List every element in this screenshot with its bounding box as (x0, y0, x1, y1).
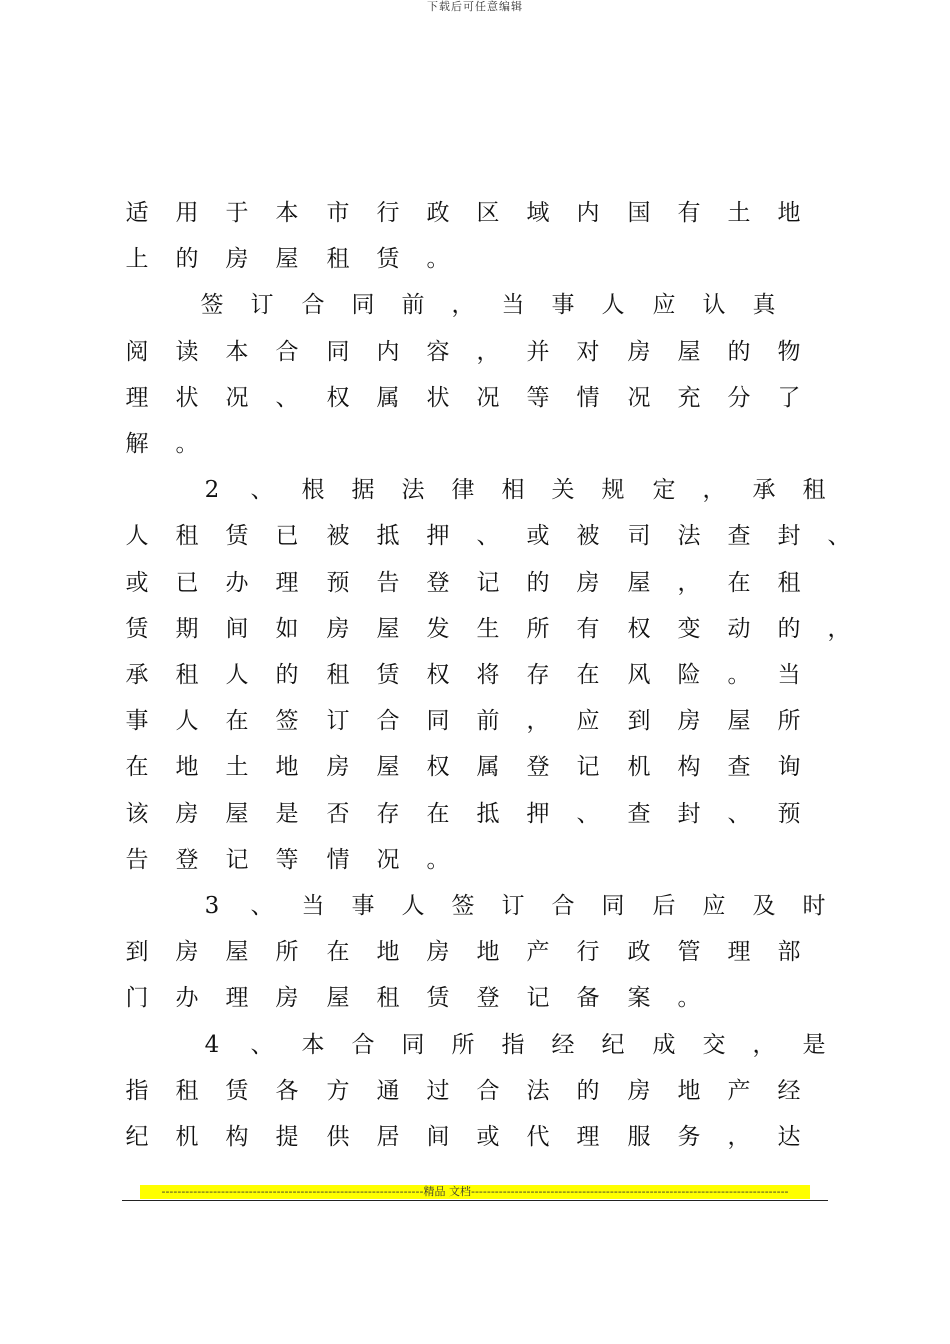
text-glyph: 合 (301, 292, 325, 318)
text-line (0, 1076, 950, 1106)
text-line (0, 614, 950, 644)
text-glyph: 被 (576, 523, 600, 549)
text-glyph: 预 (777, 801, 801, 827)
text-glyph: 本 (301, 1032, 325, 1058)
text-glyph: 生 (476, 616, 500, 642)
text-line (0, 1030, 950, 1060)
text-glyph: 的 (777, 616, 801, 642)
text-glyph: 地 (275, 754, 299, 780)
text-glyph: 居 (376, 1124, 400, 1150)
text-glyph: 法 (526, 1078, 550, 1104)
text-glyph: 登 (476, 985, 500, 1011)
text-glyph: 合 (551, 893, 575, 919)
text-glyph: 否 (326, 801, 350, 827)
text-glyph: 定 (652, 477, 676, 503)
text-glyph: 理 (125, 385, 149, 411)
text-line (0, 337, 950, 367)
text-glyph: 容 (426, 339, 450, 365)
text-glyph: 各 (275, 1078, 299, 1104)
text-glyph: 被 (326, 523, 350, 549)
text-glyph: 租 (326, 246, 350, 272)
text-glyph: 押 (426, 523, 450, 549)
text-glyph: 合 (376, 708, 400, 734)
text-glyph: 产 (727, 1078, 751, 1104)
text-glyph: 本 (225, 339, 249, 365)
text-glyph: 根 (301, 477, 325, 503)
text-glyph: 市 (326, 200, 350, 226)
text-glyph: 行 (376, 200, 400, 226)
text-glyph: 赁 (426, 985, 450, 1011)
text-glyph: 属 (376, 385, 400, 411)
text-glyph: 房 (576, 570, 600, 596)
text-glyph: 承 (125, 662, 149, 688)
text-glyph: 代 (526, 1124, 550, 1150)
text-glyph: 提 (275, 1124, 299, 1150)
text-glyph: 押 (526, 801, 550, 827)
text-glyph: 通 (376, 1078, 400, 1104)
text-glyph: 订 (326, 708, 350, 734)
text-glyph: 充 (677, 385, 701, 411)
text-glyph: 已 (275, 523, 299, 549)
text-glyph: 赁 (376, 246, 400, 272)
text-glyph: ， (451, 292, 475, 318)
text-glyph: 记 (576, 754, 600, 780)
text-glyph: 等 (275, 847, 299, 873)
text-glyph: 、 (275, 385, 299, 411)
text-glyph: 间 (225, 616, 249, 642)
text-glyph: 房 (627, 339, 651, 365)
text-glyph: 当 (777, 662, 801, 688)
text-glyph: 是 (275, 801, 299, 827)
text-glyph: 租 (175, 662, 199, 688)
text-glyph: 等 (526, 385, 550, 411)
text-glyph: 情 (326, 847, 350, 873)
text-glyph: 据 (351, 477, 375, 503)
text-glyph: 查 (627, 801, 651, 827)
text-glyph: 的 (576, 1078, 600, 1104)
text-glyph: 封 (777, 523, 801, 549)
text-glyph: 所 (275, 939, 299, 965)
text-glyph: 查 (727, 754, 751, 780)
text-glyph: 规 (601, 477, 625, 503)
text-glyph: ， (476, 339, 500, 365)
text-glyph: 在 (225, 708, 249, 734)
text-glyph: 存 (526, 662, 550, 688)
text-glyph: 机 (627, 754, 651, 780)
text-glyph: 司 (627, 523, 651, 549)
text-glyph: 地 (476, 939, 500, 965)
text-glyph: 于 (225, 200, 249, 226)
text-glyph: 事 (351, 893, 375, 919)
text-glyph: 务 (677, 1124, 701, 1150)
text-glyph: 行 (576, 939, 600, 965)
text-glyph: 机 (175, 1124, 199, 1150)
text-glyph: 后 (652, 893, 676, 919)
text-glyph: 应 (576, 708, 600, 734)
text-glyph: 阅 (125, 339, 149, 365)
text-glyph: 相 (501, 477, 525, 503)
text-glyph: ， (752, 1032, 776, 1058)
text-glyph: 赁 (125, 616, 149, 642)
text-glyph: 风 (627, 662, 651, 688)
text-line (0, 568, 950, 598)
text-glyph: 在 (426, 801, 450, 827)
text-glyph: 供 (326, 1124, 350, 1150)
text-glyph: 适 (125, 200, 149, 226)
text-glyph: 并 (526, 339, 550, 365)
text-line (0, 521, 950, 551)
text-glyph: 应 (652, 292, 676, 318)
text-glyph: 的 (526, 570, 550, 596)
text-glyph: 赁 (376, 662, 400, 688)
text-glyph: 同 (401, 1032, 425, 1058)
text-line (0, 660, 950, 690)
text-glyph: 况 (476, 385, 500, 411)
text-glyph: 地 (677, 1078, 701, 1104)
text-glyph: 4 (204, 1032, 220, 1058)
text-glyph: 地 (175, 754, 199, 780)
text-glyph: 律 (451, 477, 475, 503)
footer-rule (122, 1200, 828, 1201)
text-glyph: 房 (677, 708, 701, 734)
text-line (0, 891, 950, 921)
text-glyph: 抵 (476, 801, 500, 827)
text-line (0, 799, 950, 829)
text-glyph: 屋 (677, 339, 701, 365)
text-glyph: 域 (526, 200, 550, 226)
text-glyph: 前 (476, 708, 500, 734)
text-glyph: 产 (526, 939, 550, 965)
text-glyph: 封 (677, 801, 701, 827)
text-glyph: 构 (677, 754, 701, 780)
text-glyph: 告 (125, 847, 149, 873)
text-glyph: 备 (576, 985, 600, 1011)
footer-dashes-right: -------------------------------------------------------------------------------- (470, 1185, 789, 1198)
text-glyph: 事 (551, 292, 575, 318)
text-glyph: 应 (702, 893, 726, 919)
text-glyph: 房 (225, 246, 249, 272)
text-glyph: 险 (677, 662, 701, 688)
text-glyph: 存 (376, 801, 400, 827)
text-glyph: 交 (702, 1032, 726, 1058)
text-glyph: 政 (627, 939, 651, 965)
text-glyph: 理 (225, 985, 249, 1011)
text-glyph: 登 (526, 754, 550, 780)
text-glyph: 或 (476, 1124, 500, 1150)
text-glyph: 读 (175, 339, 199, 365)
text-glyph: 人 (125, 523, 149, 549)
text-glyph: 的 (727, 339, 751, 365)
text-glyph: 人 (601, 292, 625, 318)
text-glyph: 合 (476, 1078, 500, 1104)
text-glyph: 物 (777, 339, 801, 365)
text-glyph: 记 (476, 570, 500, 596)
text-glyph: 同 (601, 893, 625, 919)
text-glyph: 当 (501, 292, 525, 318)
text-glyph: 用 (175, 200, 199, 226)
text-glyph: 理 (576, 1124, 600, 1150)
text-glyph: 屋 (376, 754, 400, 780)
text-glyph: 状 (175, 385, 199, 411)
text-glyph: 租 (175, 1078, 199, 1104)
text-glyph: 构 (225, 1124, 249, 1150)
text-glyph: 到 (125, 939, 149, 965)
text-glyph: 租 (326, 662, 350, 688)
text-glyph: 。 (677, 985, 701, 1011)
text-glyph: 。 (727, 662, 751, 688)
text-glyph: 预 (326, 570, 350, 596)
text-glyph: 部 (777, 939, 801, 965)
text-glyph: 有 (576, 616, 600, 642)
text-line (0, 383, 950, 413)
text-glyph: 承 (752, 477, 776, 503)
text-glyph: 在 (326, 939, 350, 965)
text-line (0, 429, 950, 459)
text-glyph: ， (702, 477, 726, 503)
text-glyph: 在 (125, 754, 149, 780)
text-glyph: 签 (275, 708, 299, 734)
footer-banner (140, 1185, 810, 1199)
text-glyph: 。 (426, 847, 450, 873)
text-glyph: 管 (677, 939, 701, 965)
text-glyph: 、 (727, 801, 751, 827)
text-glyph: 、 (250, 1032, 274, 1058)
text-glyph: 认 (702, 292, 726, 318)
text-glyph: 属 (476, 754, 500, 780)
text-glyph: 房 (175, 801, 199, 827)
text-glyph: 间 (426, 1124, 450, 1150)
text-glyph: 关 (551, 477, 575, 503)
text-glyph: 况 (376, 847, 400, 873)
text-glyph: 理 (275, 570, 299, 596)
text-glyph: 内 (376, 339, 400, 365)
text-glyph: 的 (275, 662, 299, 688)
text-glyph: 分 (727, 385, 751, 411)
text-glyph: 了 (777, 385, 801, 411)
text-glyph: 土 (727, 200, 751, 226)
text-glyph: 屋 (326, 985, 350, 1011)
text-glyph: 权 (627, 616, 651, 642)
text-glyph: 本 (275, 200, 299, 226)
text-glyph: 同 (426, 708, 450, 734)
text-glyph: 变 (677, 616, 701, 642)
text-glyph: 、 (827, 523, 851, 549)
text-glyph: 上 (125, 246, 149, 272)
text-glyph: 查 (727, 523, 751, 549)
text-glyph: 已 (175, 570, 199, 596)
text-glyph: 抵 (376, 523, 400, 549)
text-glyph: 屋 (627, 570, 651, 596)
footer-label: 精品 文档 (423, 1185, 471, 1198)
text-line (0, 198, 950, 228)
text-line (0, 983, 950, 1013)
text-glyph: 订 (250, 292, 274, 318)
text-glyph: 签 (200, 292, 224, 318)
text-glyph: 有 (677, 200, 701, 226)
text-line (0, 845, 950, 875)
text-glyph: 人 (225, 662, 249, 688)
text-glyph: 、 (250, 477, 274, 503)
text-glyph: 是 (802, 1032, 826, 1058)
text-glyph: 租 (376, 985, 400, 1011)
text-glyph: 、 (250, 893, 274, 919)
text-glyph: 况 (627, 385, 651, 411)
text-glyph: 区 (476, 200, 500, 226)
text-glyph: 记 (225, 847, 249, 873)
text-line (0, 475, 950, 505)
text-glyph: 2 (204, 477, 220, 503)
text-glyph: 况 (225, 385, 249, 411)
text-glyph: 人 (175, 708, 199, 734)
text-glyph: 国 (627, 200, 651, 226)
text-glyph: 询 (777, 754, 801, 780)
text-glyph: 法 (401, 477, 425, 503)
text-glyph: 房 (326, 754, 350, 780)
text-glyph: 法 (677, 523, 701, 549)
text-glyph: 及 (752, 893, 776, 919)
text-glyph: 合 (351, 1032, 375, 1058)
text-glyph: 赁 (225, 1078, 249, 1104)
text-glyph: 成 (652, 1032, 676, 1058)
text-glyph: 门 (125, 985, 149, 1011)
text-glyph: 过 (426, 1078, 450, 1104)
text-glyph: 赁 (225, 523, 249, 549)
text-glyph: 房 (326, 616, 350, 642)
text-glyph: 租 (802, 477, 826, 503)
text-glyph: 期 (175, 616, 199, 642)
text-glyph: 案 (627, 985, 651, 1011)
text-glyph: 。 (426, 246, 450, 272)
text-glyph: 在 (576, 662, 600, 688)
text-glyph: 房 (627, 1078, 651, 1104)
text-glyph: 登 (175, 847, 199, 873)
text-glyph: 内 (576, 200, 600, 226)
text-line (0, 937, 950, 967)
text-glyph: 、 (576, 801, 600, 827)
text-glyph: 事 (125, 708, 149, 734)
text-glyph: 纪 (601, 1032, 625, 1058)
text-glyph: 该 (125, 801, 149, 827)
text-glyph: 服 (627, 1124, 651, 1150)
text-glyph: 合 (275, 339, 299, 365)
text-glyph: 状 (426, 385, 450, 411)
text-line (0, 752, 950, 782)
text-glyph: 屋 (225, 801, 249, 827)
text-glyph: ， (727, 1124, 751, 1150)
text-glyph: 土 (225, 754, 249, 780)
text-line (0, 290, 950, 320)
text-glyph: 经 (551, 1032, 575, 1058)
text-line (0, 706, 950, 736)
text-glyph: 真 (752, 292, 776, 318)
text-glyph: 签 (451, 893, 475, 919)
text-glyph: 同 (326, 339, 350, 365)
text-glyph: 指 (125, 1078, 149, 1104)
text-glyph: 权 (426, 662, 450, 688)
text-glyph: 地 (777, 200, 801, 226)
text-glyph: 屋 (376, 616, 400, 642)
text-glyph: 房 (426, 939, 450, 965)
text-glyph: 对 (576, 339, 600, 365)
text-glyph: 的 (175, 246, 199, 272)
text-glyph: 所 (526, 616, 550, 642)
text-glyph: 。 (175, 431, 199, 457)
text-glyph: 3 (204, 893, 220, 919)
text-glyph: 情 (576, 385, 600, 411)
text-glyph: 人 (401, 893, 425, 919)
text-glyph: 到 (627, 708, 651, 734)
text-glyph: 房 (175, 939, 199, 965)
text-glyph: ， (677, 570, 701, 596)
text-glyph: 同 (351, 292, 375, 318)
text-glyph: 理 (727, 939, 751, 965)
text-glyph: 发 (426, 616, 450, 642)
text-glyph: 屋 (225, 939, 249, 965)
text-glyph: 纪 (125, 1124, 149, 1150)
text-glyph: 将 (476, 662, 500, 688)
text-glyph: 达 (777, 1124, 801, 1150)
text-glyph: 经 (777, 1078, 801, 1104)
text-glyph: 或 (526, 523, 550, 549)
text-glyph: 订 (501, 893, 525, 919)
text-glyph: 屋 (275, 246, 299, 272)
text-glyph: ， (827, 616, 851, 642)
text-glyph: 告 (376, 570, 400, 596)
text-glyph: 租 (175, 523, 199, 549)
text-glyph: 动 (727, 616, 751, 642)
text-glyph: 所 (451, 1032, 475, 1058)
text-glyph: 解 (125, 431, 149, 457)
text-line (0, 244, 950, 274)
text-glyph: 政 (426, 200, 450, 226)
text-glyph: 办 (225, 570, 249, 596)
text-glyph: 权 (426, 754, 450, 780)
text-glyph: 方 (326, 1078, 350, 1104)
text-glyph: 指 (501, 1032, 525, 1058)
text-glyph: 当 (301, 893, 325, 919)
text-glyph: 地 (376, 939, 400, 965)
text-glyph: 租 (777, 570, 801, 596)
text-glyph: 如 (275, 616, 299, 642)
text-glyph: 房 (275, 985, 299, 1011)
text-glyph: 屋 (727, 708, 751, 734)
text-glyph: 权 (326, 385, 350, 411)
text-glyph: 前 (401, 292, 425, 318)
text-glyph: 时 (802, 893, 826, 919)
text-line (0, 1122, 950, 1152)
text-glyph: 在 (727, 570, 751, 596)
text-glyph: ， (526, 708, 550, 734)
text-glyph: 记 (526, 985, 550, 1011)
text-glyph: 办 (175, 985, 199, 1011)
text-glyph: 所 (777, 708, 801, 734)
text-glyph: 登 (426, 570, 450, 596)
text-glyph: 、 (476, 523, 500, 549)
header-note: 下载后可任意编辑 (427, 0, 523, 13)
footer-dashes-left: ------------------------------------------------------------------ (161, 1185, 424, 1198)
text-glyph: 或 (125, 570, 149, 596)
